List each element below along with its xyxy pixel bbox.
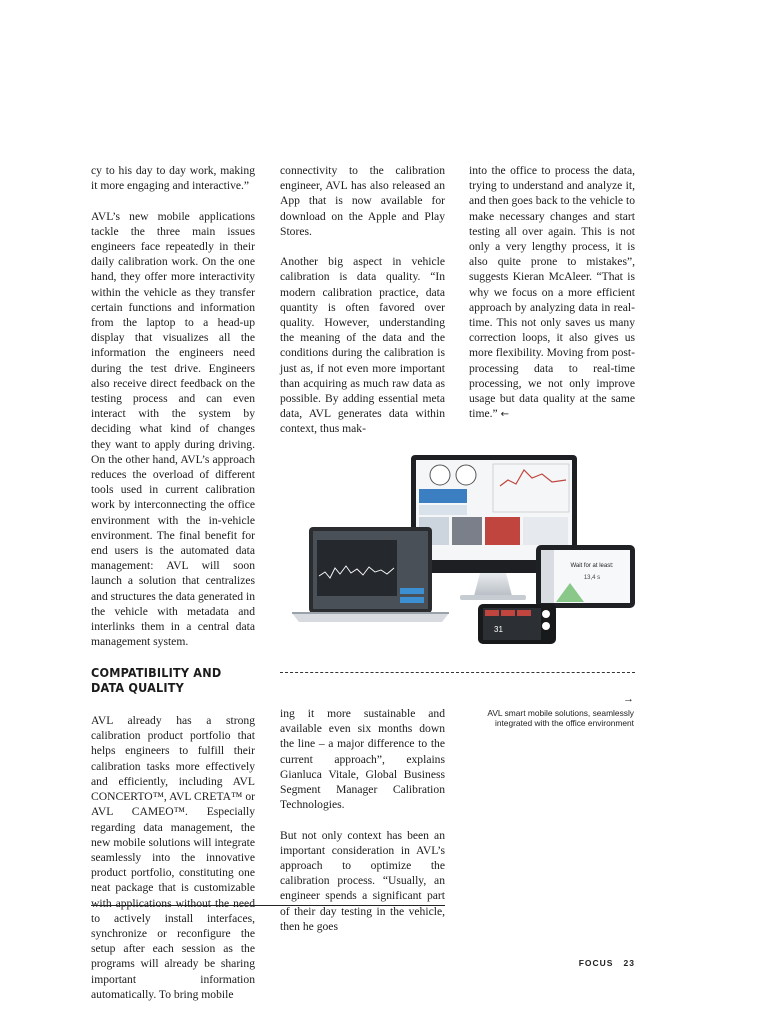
paragraph: cy to his day to day work, making it more engaging and interactive.” bbox=[91, 164, 255, 193]
caption-text: AVL smart mobile solutions, seamlessly integrated with the office environment bbox=[487, 707, 634, 728]
devices-illustration bbox=[280, 446, 640, 656]
article-column-2 bbox=[280, 163, 445, 452]
paragraph: AVL’s new mobile applications tackle the three main issues engineers face repeatedly in their daily calibration work. On the one hand, they offer more interactivity within the vehicle as they transfer certain functions and information from the laptop to a head-up display that visualizes all the information the engineers need during the test drive. Engineers also receive direct feedback on the testing process and can even interact with the system by deciding what kind of changes they want to apply during driving. On the other hand, AVL’s approach reduces the overload of different tools used in current calibration work by interconnecting the office environment with the in-vehicle environment. The final benefit for end users is the automated data management: AVL will soon launch a solution that centralizes and structures the data generated in the vehicle with metadata and interlinks them in a central data management system. bbox=[91, 209, 255, 649]
section-heading: COMPATIBILITY AND DATA QUALITY bbox=[91, 664, 222, 695]
paragraph: Another big aspect in vehicle calibration is data quality. “In modern calibration practice, data quantity is often favored over quality. However, understanding the meaning of the data and the conditions during the calibration is just as, if not even more important than acquiring as much raw data as possible. By adding essential meta data, AVL generates data within context, thus mak- bbox=[280, 255, 445, 436]
paragraph bbox=[469, 163, 635, 422]
article-column-2-lower bbox=[280, 706, 445, 949]
caption-arrow-icon: → bbox=[623, 693, 634, 705]
tablet bbox=[536, 545, 635, 608]
phone-screen-value: 31 bbox=[494, 625, 503, 634]
phone bbox=[478, 604, 556, 644]
end-arrow-icon: ← bbox=[500, 409, 509, 421]
laptop bbox=[292, 527, 449, 622]
tablet-screen-value: 13,4 s bbox=[583, 575, 601, 581]
footer-section: FOCUS bbox=[578, 958, 614, 968]
image-divider bbox=[280, 672, 635, 673]
paragraph: But not only context has been an important consideration in AVL’s approach to optimize the calibration process. “Usually, an engineer spends a significant part of their day testing in the vehicle, then he goes bbox=[280, 828, 445, 933]
paragraph-text: into the office to process the data, trying to understand and analyze it, and then goes back to the vehicle to make necessary changes and start testing all over again. This is not only a very lengthy process, it is also quite prone to mistakes”, suggests Kieran McAleer. “That is why we focus on a more efficient approach by analyzing data in real-time. This not only saves us many correction loops, it also gives us more flexibility. Moving from post-processing data to real-time processing, we not only improve usage but data quality at the same time.” bbox=[469, 164, 635, 421]
page-number: 23 bbox=[623, 958, 635, 968]
article-column-3 bbox=[469, 163, 635, 438]
column-bottom-rule bbox=[91, 905, 445, 906]
page-footer bbox=[579, 958, 635, 968]
paragraph: ing it more sustainable and available even six months down the line – a major difference to the current approach”, explains Gianluca Vitale, Global Business Segment Manager Calibration Technologies. bbox=[280, 707, 445, 812]
image-caption bbox=[480, 694, 634, 729]
article-column-1 bbox=[91, 163, 255, 1017]
tablet-screen-label: Wait for at least: bbox=[570, 563, 614, 569]
paragraph: connectivity to the calibration engineer, AVL has also released an App that is now available for download on the Apple and Play Stores. bbox=[280, 164, 445, 238]
paragraph: AVL already has a strong calibration product portfolio that helps engineers to fulfill their calibration tasks more effectively and efficiently, including AVL CONCERTO™, AVL CRETA™ or AVL CAMEO™. Especially regarding data management, the new mobile solutions will integrate seamlessly into the innovative product portfolio, constituting one neat package that is customizable with applications without the need to actively install interfaces, synchronize or reconfigure the setup after each session as the programs will already be sharing important information automatically. To bring mobile bbox=[91, 714, 255, 1001]
